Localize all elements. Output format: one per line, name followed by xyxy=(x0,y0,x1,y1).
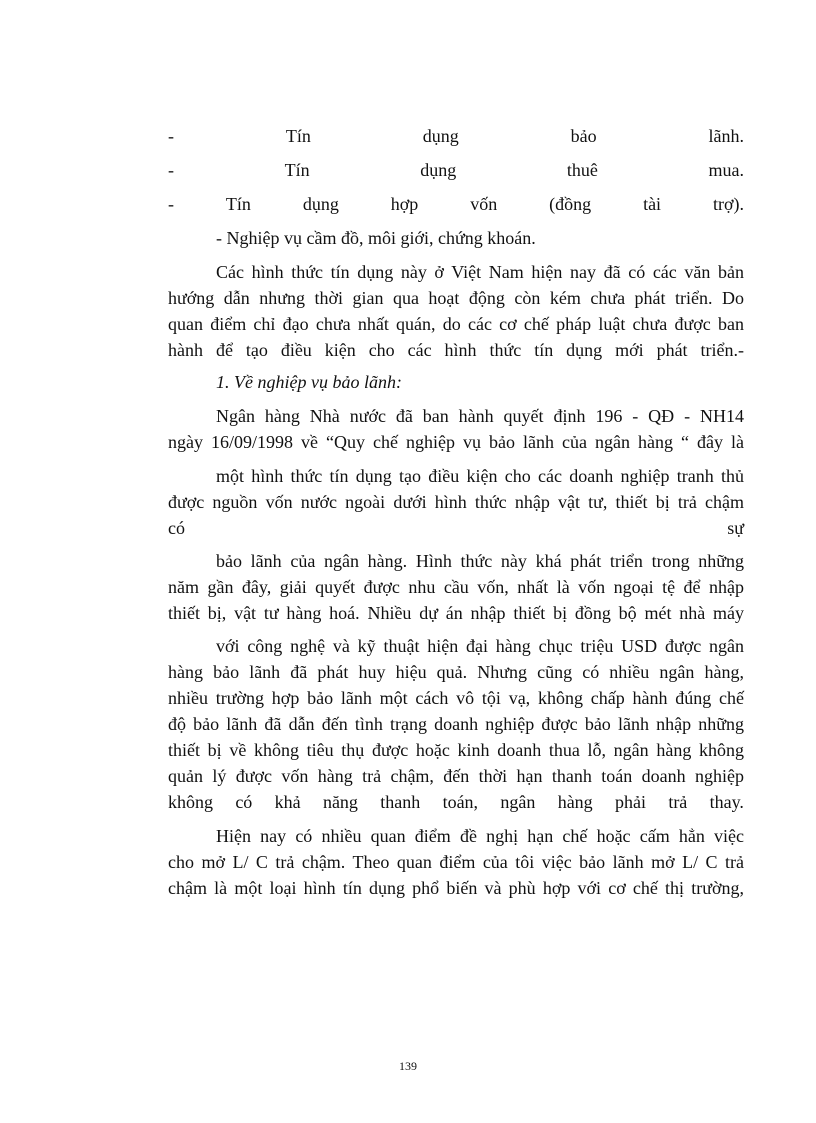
word: mua. xyxy=(708,160,744,180)
word: vốn xyxy=(470,194,498,214)
text-line: nhiều trường hợp bảo lãnh một cách vô tội vạ, không chấp hành đúng chế xyxy=(168,688,744,708)
bullet-line xyxy=(168,159,744,181)
text-line: hành để tạo điều kiện cho các hình thức tín dụng mới phát triển.- xyxy=(168,340,744,360)
text-line: hàng bảo lãnh đã phát huy hiệu quả. Nhưng cũng có nhiều ngân hàng, xyxy=(168,662,744,682)
word: thay. xyxy=(709,792,744,812)
word: trả xyxy=(668,792,688,812)
word: hợp xyxy=(390,194,419,214)
text-line: một hình thức tín dụng tạo điều kiện cho các doanh nghiệp tranh thủ xyxy=(216,466,744,486)
text-line: chậm là một loại hình tín dụng phổ biến và phù hợp với cơ chế thị trường, xyxy=(168,878,744,898)
word: không xyxy=(168,792,213,812)
text-line: thiết bị về không tiêu thụ được hoặc kinh doanh thua lỗ, ngân hàng không xyxy=(168,740,744,760)
text-line: Các hình thức tín dụng này ở Việt Nam hiện nay đã có các văn bản xyxy=(216,262,744,282)
word: hàng xyxy=(557,792,593,812)
text-line: bảo lãnh của ngân hàng. Hình thức này khá phát triển trong những xyxy=(216,551,744,571)
word: sự xyxy=(727,518,744,538)
word: Tín xyxy=(285,126,311,146)
text-line: với công nghệ và kỹ thuật hiện đại hàng chục triệu USD được ngân xyxy=(216,636,744,656)
word: khả xyxy=(274,792,301,812)
word: ngân xyxy=(500,792,536,812)
word: dụng xyxy=(422,126,459,146)
word: dụng xyxy=(302,194,339,214)
word: dụng xyxy=(420,160,457,180)
word: Tín xyxy=(284,160,310,180)
text-line: hướng dẫn nhưng thời gian qua hoạt động còn kém chưa phát triển. Do xyxy=(168,288,744,308)
word: có xyxy=(168,518,185,538)
word: toán, xyxy=(442,792,479,812)
word: tài xyxy=(643,194,662,214)
word: - xyxy=(168,194,174,214)
word: có xyxy=(235,792,253,812)
word: Tín xyxy=(225,194,251,214)
page-number: 139 xyxy=(399,1059,417,1073)
word: - xyxy=(168,160,174,180)
bullet-line xyxy=(168,193,744,215)
word: bảo xyxy=(570,126,597,146)
section-heading: 1. Về nghiệp vụ bảo lãnh: xyxy=(216,372,402,392)
word: phải xyxy=(615,792,646,812)
text-line xyxy=(168,517,744,539)
word: năng xyxy=(322,792,358,812)
text-line: quản lý được vốn hàng trả chậm, đến thời hạn thanh toán doanh nghiệp xyxy=(168,766,744,786)
word: - xyxy=(168,126,174,146)
word: trợ). xyxy=(712,194,744,214)
word: (đồng xyxy=(549,194,592,214)
text-line: cho mở L/ C trả chậm. Theo quan điểm của tôi việc bảo lãnh mở L/ C trả xyxy=(168,852,744,872)
word: lãnh. xyxy=(708,126,744,146)
text-line: ngày 16/09/1998 về “Quy chế nghiệp vụ bảo lãnh của ngân hàng “ đây là xyxy=(168,432,744,452)
text-line: Ngân hàng Nhà nước đã ban hành quyết định 196 - QĐ - NH14 xyxy=(216,406,744,426)
text-line: được nguồn vốn nước ngoài dưới hình thức nhập vật tư, thiết bị trả chậm xyxy=(168,492,744,512)
text-line: thiết bị, vật tư hàng hoá. Nhiều dự án nhập thiết bị đồng bộ mét nhà máy xyxy=(168,603,744,623)
word: thuê xyxy=(566,160,598,180)
text-line xyxy=(168,791,744,813)
text-line: Hiện nay có nhiều quan điểm đề nghị hạn chế hoặc cấm hẳn việc xyxy=(216,826,744,846)
text-line: quan điểm chỉ đạo chưa nhất quán, do các cơ chế pháp luật chưa được ban xyxy=(168,314,744,334)
text-line: năm gần đây, giải quyết được nhu cầu vốn, nhất là vốn ngoại tệ để nhập xyxy=(168,577,744,597)
bullet-line xyxy=(168,125,744,147)
text-line: độ bảo lãnh đã dẫn đến tình trạng doanh nghiệp được bảo lãnh nhập những xyxy=(168,714,744,734)
bullet-line: - Nghiệp vụ cầm đồ, môi giới, chứng khoán. xyxy=(216,228,536,248)
word: thanh xyxy=(380,792,421,812)
